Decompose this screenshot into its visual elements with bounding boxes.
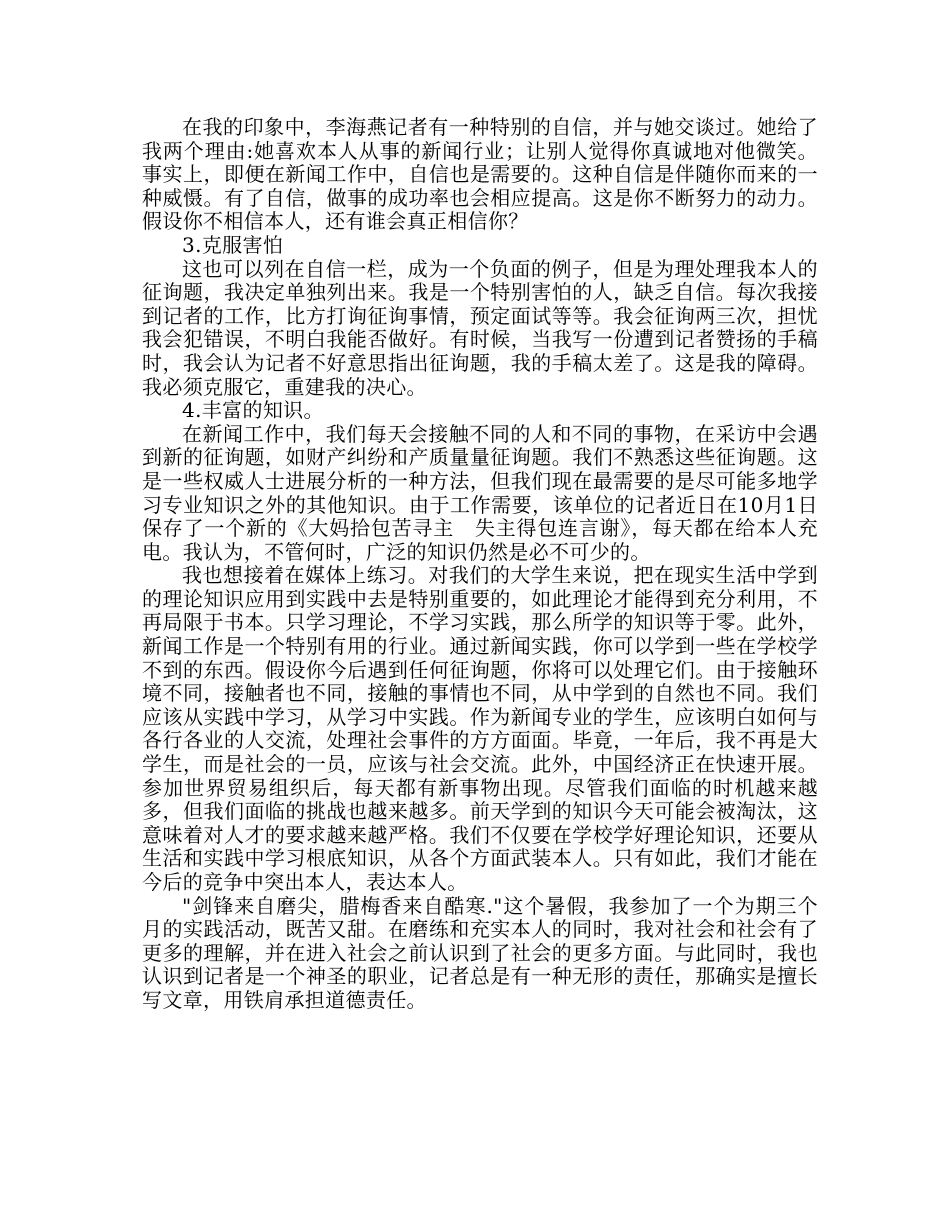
paragraph-knowledge: 在新闻工作中，我们每天会接触不同的人和不同的事物，在采访中会遇到新的征询题，如财产纠纷和产质量量征询题。我们不熟悉这些征询题。这是一些权威人士进展分析的一种方法，但我们现在最需要的是尽可能多地学习专业知识之外的其他知识。由于工作需要，该单位的记者近日在10月1日保存了一个新的《大妈拾包苦寻主 失主得包连言谢》，每天都在给本人充电。我认为，不管何时，广泛的知识仍然是必不可少的。 (142, 421, 818, 564)
document-body (142, 116, 818, 1013)
paragraph-confidence: 在我的印象中，李海燕记者有一种特别的自信，并与她交谈过。她给了我两个理由:她喜欢本人从事的新闻行业；让别人觉得你真诚地对他微笑。事实上，即便在新闻工作中，自信也是需要的。这种自信是伴随你而来的一种威慑。有了自信，做事的成功率也会相应提高。这是你不断努力的动力。假设你不相信本人，还有谁会真正相信你？ (142, 115, 818, 234)
paragraph-fear: 这也可以列在自信一栏，成为一个负面的例子，但是为理处理我本人的征询题，我决定单独列出来。我是一个特别害怕的人，缺乏自信。每次我接到记者的工作，比方打询征询事情，预定面试等等。我会征询两三次，担忧我会犯错误，不明白我能否做好。有时候，当我写一份遭到记者赞扬的手稿时，我会认为记者不好意思指出征询题，我的手稿太差了。这是我的障碍。我必须克服它，重建我的决心。 (142, 256, 818, 399)
section-heading-rich-knowledge: 4.丰富的知识。 (182, 398, 324, 423)
paragraph-practice: 我也想接着在媒体上练习。对我们的大学生来说，把在现实生活中学到的理论知识应用到实践中去是特别重要的，如此理论才能得到充分利用，不再局限于书本。只学习理论，不学习实践，那么所学的知识等于零。此外，新闻工作是一个特别有用的行业。通过新闻实践，你可以学到一些在学校学不到的东西。假设你今后遇到任何征询题，你将可以处理它们。由于接触环境不同，接触者也不同，接触的事情也不同，从中学到的自然也不同。我们应该从实践中学习，从学习中实践。作为新闻专业的学生，应该明白如何与各行各业的人交流，处理社会事件的方方面面。毕竟，一年后，我不再是大学生，而是社会的一员，应该与社会交流。此外，中国经济正在快速开展。参加世界贸易组织后，每天都有新事物出现。尽管我们面临的时机越来越多，但我们面临的挑战也越来越多。前天学到的知识今天可能会被淘汰，这意味着对人才的要求越来越严格。我们不仅要在学校学好理论知识，还要从生活和实践中学习根底知识，从各个方面武装本人。只有如此，我们才能在今后的竞争中突出本人，表达本人。 (142, 563, 818, 894)
paragraph-conclusion: "剑锋来自磨尖，腊梅香来自酷寒."这个暑假，我参加了一个为期三个月的实践活动，既苦又甜。在磨练和充实本人的同时，我对社会和社会有了更多的理解，并在进入社会之前认识到了社会的更多方面。与此同时，我也认识到记者是一个神圣的职业，记者总是有一种无形的责任，那确实是擅长写文章，用铁肩承担道德责任。 (142, 893, 818, 1012)
section-heading-overcome-fear: 3.克服害怕 (182, 232, 284, 257)
